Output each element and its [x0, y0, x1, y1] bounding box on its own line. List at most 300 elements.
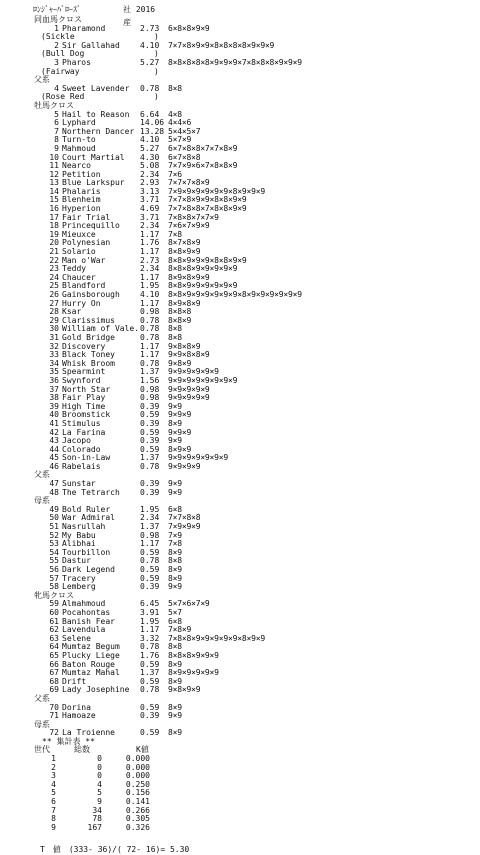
cross-pattern: 7×7×7×8×9 [168, 178, 210, 188]
k-value: 1.17 [140, 539, 160, 549]
ancestor-name: Pocahontas [62, 607, 111, 617]
cross-pattern: 4×4×6 [168, 118, 192, 128]
cross-pattern: 9×9×9 [168, 427, 192, 437]
cross-pattern: 8×8×9×9×9×8×8×9×9 [168, 255, 247, 265]
section [34, 592, 302, 695]
cross-number: 59 [49, 599, 59, 609]
ancestor-name: Turn-to [62, 135, 96, 145]
ancestor-name: Clarissimus [62, 315, 115, 325]
k-value: 1.17 [140, 625, 160, 635]
ancestor-name: Discovery [62, 341, 106, 351]
k-value: 0.39 [140, 711, 160, 721]
ancestor-name: William of Vale. [62, 324, 140, 334]
cross-number: 49 [49, 504, 59, 514]
section [34, 102, 302, 472]
cross-pattern: 8×9×8×9 [168, 298, 201, 308]
k-value: 0.78 [140, 83, 160, 93]
stats-count: 9 [97, 797, 102, 807]
k-value: 0.59 [140, 659, 160, 669]
cross-pattern: 9×9 [168, 401, 182, 411]
ancestor-name: Dastur [62, 556, 91, 566]
cross-number: 68 [49, 676, 59, 686]
section [34, 16, 302, 76]
cross-pattern: 6×7×8×8×7×7×8×9 [168, 143, 238, 153]
cross-number: 8 [54, 135, 59, 145]
col-k: K値 [136, 745, 149, 755]
ancestor-name: Pharos [62, 57, 91, 67]
ancestor-name: Blue Larkspur [62, 178, 125, 188]
ancestor-name: La Troienne [62, 728, 115, 738]
ancestor-name: Mumtaz Mahal [62, 668, 120, 678]
cross-number: 10 [49, 152, 59, 162]
cross-number: 2 [54, 40, 59, 50]
k-value: 5.08 [140, 161, 160, 171]
ancestor-name: Selene [62, 633, 91, 643]
cross-pattern: 8×9×8×9×9 [168, 272, 210, 282]
ancestor-name: Alibhai [62, 539, 96, 549]
ancestor-name: Tracery [62, 573, 96, 583]
k-value: 0.59 [140, 565, 160, 574]
cross-number: 11 [49, 161, 59, 171]
owner-year: 社 2016 産 [123, 5, 156, 27]
cross-pattern: 7×7×8×8 [168, 513, 201, 523]
stats-row [34, 807, 302, 816]
cross-number: 43 [49, 436, 59, 446]
cross-pattern: 8×9 [168, 702, 182, 712]
cross-number: 16 [49, 204, 59, 214]
cross-number: 40 [49, 410, 59, 420]
cross-pattern: 8×9 [168, 728, 182, 738]
ancestor-name: Mumtaz Begum [62, 642, 120, 652]
cross-pattern: 9×9×9 [168, 410, 192, 420]
ancestor-name: Lemberg [62, 582, 96, 592]
ancestor-name: Colorado [62, 444, 101, 454]
cross-pattern: 9×9×9×9×9×9 [168, 367, 219, 377]
cross-row [34, 583, 302, 592]
cross-pattern: 8×8 [168, 556, 182, 566]
ancestor-name: Man o'War [62, 255, 106, 265]
k-value: 0.39 [140, 418, 160, 428]
t-value-summary: T 値 (333- 36)/( 72- 16)= 5.30 [40, 845, 190, 855]
cross-number: 66 [49, 659, 59, 669]
cross-number: 24 [49, 272, 59, 282]
col-generation: 世代 [34, 745, 50, 755]
k-value: 0.78 [140, 685, 160, 695]
section-heading: 父系 [34, 693, 50, 703]
cross-pattern: 8×9×9×9×9×9 [168, 668, 219, 678]
ancestor-name: Polynesian [62, 238, 111, 248]
cross-number: 26 [49, 290, 59, 299]
ancestor-name: High Time [62, 401, 106, 411]
ancestor-name: Drift [62, 676, 87, 686]
cross-row [34, 686, 302, 695]
stats-generation: 9 [51, 822, 56, 832]
k-value: 0.98 [140, 393, 160, 403]
cross-number: 7 [54, 126, 59, 136]
cross-number: 35 [49, 367, 59, 377]
cross-number: 41 [49, 418, 59, 428]
cross-pattern: 8×9 [168, 418, 182, 428]
k-value: 0.98 [140, 530, 160, 540]
ancestor-name: La Farina [62, 427, 106, 437]
cross-number: 47 [49, 479, 59, 489]
cross-number: 9 [54, 143, 59, 153]
cross-pattern: 7×6 [168, 169, 182, 179]
stats-table [34, 738, 302, 833]
ancestor-name: Pharamond [62, 23, 106, 33]
section [34, 497, 302, 592]
cross-pattern: 8×9 [168, 573, 182, 583]
stats-row [34, 798, 302, 807]
cross-number: 38 [49, 393, 59, 403]
stats-count: 0 [97, 762, 102, 772]
ancestor-name: Hyperion [62, 204, 101, 214]
cross-pattern: 9×9 [168, 479, 182, 489]
cross-pattern: 9×9×9×9 [168, 461, 201, 471]
cross-number: 6 [54, 118, 59, 128]
cross-pattern: 9×9 [168, 487, 182, 497]
cross-pattern: 9×9×9×9×9 [168, 393, 210, 403]
k-value: 1.17 [140, 229, 160, 239]
cross-pattern: 9×8×8×9 [168, 341, 201, 351]
k-value: 0.78 [140, 556, 160, 566]
k-value: 2.34 [140, 513, 160, 523]
stats-generation: 3 [51, 771, 56, 781]
ancestor-name: Gold Bridge [62, 332, 115, 342]
ancestor-name: Dorina [62, 702, 91, 712]
cross-number: 20 [49, 238, 59, 248]
cross-number: 36 [49, 375, 59, 385]
cross-number: 70 [49, 702, 59, 712]
ancestor-name: Plucky Liege [62, 650, 120, 660]
cross-number: 37 [49, 384, 59, 394]
stats-row [34, 764, 302, 773]
cross-sections [34, 16, 302, 738]
ancestor-name: Ksar [62, 307, 82, 317]
ancestor-name: Northern Dancer [62, 126, 135, 136]
sire-line-close: ) [154, 32, 159, 42]
cross-pattern: 8×8 [168, 332, 182, 342]
cross-pattern: 6×8×8×9×9 [168, 23, 210, 33]
cross-pattern: 8×8×8×9×9×9 [168, 650, 219, 660]
cross-pattern: 7×7×9×6×7×8×8×9 [168, 161, 238, 171]
k-value: 3.32 [140, 633, 160, 643]
cross-number: 30 [49, 324, 59, 334]
stats-rows [34, 755, 302, 832]
stats-row [34, 815, 302, 824]
k-value: 5.27 [140, 143, 160, 153]
stats-row [34, 781, 302, 790]
ancestor-name: Hurry On [62, 298, 101, 308]
ancestor-name: Lyphard [62, 118, 96, 128]
cross-pattern: 7×9 [168, 530, 182, 540]
ancestor-name: Bold Ruler [62, 504, 111, 514]
cross-number: 14 [49, 186, 59, 196]
ancestor-name: Lady Josephine [62, 685, 130, 695]
cross-number: 57 [49, 573, 59, 583]
cross-number: 65 [49, 650, 59, 660]
cross-number: 42 [49, 427, 59, 437]
k-value: 1.95 [140, 281, 160, 291]
ancestor-name: Court Martial [62, 152, 125, 162]
cross-pattern: 6×8 [168, 504, 182, 514]
cross-number: 25 [49, 281, 59, 291]
cross-pattern: 5×4×5×7 [168, 126, 201, 136]
cross-pattern: 7×7×8×9×9×8×8×9×9 [168, 195, 247, 205]
cross-row [34, 463, 302, 472]
stats-count: 0 [97, 754, 102, 764]
stats-heading: ** 集計表 ** [42, 736, 95, 746]
cross-number: 17 [49, 212, 59, 222]
k-value: 1.76 [140, 238, 160, 248]
cross-pattern: 9×9 [168, 711, 182, 721]
k-value: 1.37 [140, 522, 160, 532]
cross-pattern: 5×7×9 [168, 135, 192, 145]
k-value: 6.64 [140, 109, 160, 119]
section-heading: 同血馬クロス [34, 15, 82, 24]
k-value: 1.17 [140, 247, 160, 257]
cross-number: 55 [49, 556, 59, 566]
stats-row [34, 824, 302, 833]
section-heading: 牝馬クロス [34, 590, 74, 600]
k-value: 0.59 [140, 444, 160, 454]
stats-k-sum: 0.266 [125, 805, 150, 815]
cross-number: 32 [49, 341, 59, 351]
cross-pattern: 7×8×8×9×9×9×9×9×8×9×9 [168, 633, 265, 643]
stats-k-sum: 0.250 [125, 779, 150, 789]
ancestor-name: The Tetrarch [62, 487, 120, 497]
k-value: 4.30 [140, 152, 160, 162]
k-value: 0.78 [140, 642, 160, 652]
section-heading: 父系 [34, 75, 50, 85]
stats-row [34, 789, 302, 798]
ancestor-name: Baton Rouge [62, 659, 115, 669]
k-value: 0.59 [140, 427, 160, 437]
cross-pattern: 8×8×9 [168, 315, 192, 325]
cross-number: 21 [49, 247, 59, 257]
ancestor-name: Hail to Reason [62, 109, 130, 119]
k-value: 0.59 [140, 702, 160, 712]
ancestor-name: Sunstar [62, 479, 96, 489]
col-count: 総数 [74, 745, 90, 755]
cross-pattern: 7×8×8×7×7×9 [168, 212, 219, 222]
cross-pattern: 7×8 [168, 539, 182, 549]
stats-generation: 1 [51, 754, 56, 764]
cross-pattern: 7×9×9×9 [168, 522, 201, 532]
stats-count: 5 [97, 788, 102, 798]
k-value: 4.10 [140, 290, 160, 299]
cross-number: 3 [54, 57, 59, 67]
cross-number: 44 [49, 444, 59, 454]
cross-pattern: 5×7×6×7×9 [168, 599, 210, 609]
ancestor-name: Fair Trial [62, 212, 111, 222]
k-value: 1.56 [140, 375, 160, 385]
ancestor-name: Hamoaze [62, 711, 96, 721]
k-value: 6.45 [140, 599, 160, 609]
cross-pattern: 8×8 [168, 324, 182, 334]
stats-k-sum: 0.141 [125, 797, 150, 807]
stats-row [34, 755, 302, 764]
ancestor-name: Son-in-Law [62, 453, 111, 463]
ancestor-name: Mieuxce [62, 229, 96, 239]
cross-number: 33 [49, 350, 59, 360]
stats-generation: 4 [51, 779, 56, 789]
k-value: 0.78 [140, 332, 160, 342]
horse-name: ﾛﾝｼﾞｬｰﾊﾞﾛｰｽﾞ [33, 5, 81, 14]
ancestor-name: Tourbillon [62, 547, 111, 557]
stats-count: 167 [87, 822, 102, 832]
cross-number: 71 [49, 711, 59, 721]
stats-count: 78 [92, 814, 102, 824]
k-value: 0.59 [140, 676, 160, 686]
stats-count: 0 [97, 771, 102, 781]
cross-pattern: 9×9×9×9×9 [168, 384, 210, 394]
ancestor-name: Sweet Lavender [62, 83, 130, 93]
stats-count: 34 [92, 805, 102, 815]
k-value: 2.34 [140, 169, 160, 179]
section-heading: 父系 [34, 470, 50, 480]
cross-number: 69 [49, 685, 59, 695]
sire-line-name: (Fairway [41, 66, 80, 76]
k-value: 0.98 [140, 384, 160, 394]
cross-number: 22 [49, 255, 59, 265]
cross-number: 5 [54, 109, 59, 119]
stats-k-sum: 0.000 [125, 762, 150, 772]
cross-pattern: 8×8 [168, 83, 182, 93]
ancestor-name: Stimulus [62, 418, 101, 428]
section-heading: 母系 [34, 719, 50, 729]
cross-pattern: 8×9 [168, 565, 182, 574]
k-value: 1.17 [140, 350, 160, 360]
cross-row [34, 489, 302, 498]
cross-number: 23 [49, 264, 59, 274]
cross-pattern: 9×8×9 [168, 358, 192, 368]
k-value: 4.10 [140, 135, 160, 145]
cross-number: 61 [49, 616, 59, 626]
k-value: 2.93 [140, 178, 160, 188]
cross-pattern: 9×9×8×8×9 [168, 350, 210, 360]
sire-line-name: (Sickle [41, 32, 75, 42]
cross-pattern: 4×8 [168, 109, 182, 119]
cross-pattern: 7×8×9 [168, 625, 192, 635]
stats-generation: 6 [51, 797, 56, 807]
k-value: 0.39 [140, 436, 160, 446]
k-value: 2.73 [140, 255, 160, 265]
k-value: 0.78 [140, 324, 160, 334]
cross-row [34, 712, 302, 721]
cross-number: 67 [49, 668, 59, 678]
cross-pattern: 7×7×8×9×9×8×8×8×8×9×9×9 [168, 40, 275, 50]
ancestor-name: Spearmint [62, 367, 106, 377]
ancestor-name: Broomstick [62, 410, 111, 420]
sire-line-row [34, 68, 302, 77]
cross-number: 18 [49, 221, 59, 231]
cross-pattern: 9×8×9×9 [168, 685, 201, 695]
cross-number: 13 [49, 178, 59, 188]
cross-number: 54 [49, 547, 59, 557]
k-value: 0.39 [140, 479, 160, 489]
section-heading: 牡馬クロス [34, 100, 74, 110]
k-value: 1.37 [140, 453, 160, 463]
cross-number: 60 [49, 607, 59, 617]
k-value: 0.59 [140, 410, 160, 420]
ancestor-name: Princequillo [62, 221, 120, 231]
cross-pattern: 7×8 [168, 229, 182, 239]
ancestor-name: Swynford [62, 375, 101, 385]
ancestor-name: Rabelais [62, 461, 101, 471]
k-value: 5.27 [140, 57, 160, 67]
section-heading: 母系 [34, 496, 50, 506]
ancestor-name: Jacopo [62, 436, 91, 446]
k-value: 1.37 [140, 367, 160, 377]
cross-number: 29 [49, 315, 59, 325]
section [34, 76, 302, 102]
ancestor-name: Blenheim [62, 195, 101, 205]
k-value: 4.69 [140, 204, 160, 214]
ancestor-name: My Babu [62, 530, 96, 540]
section [34, 721, 302, 738]
ancestor-name: Chaucer [62, 272, 96, 282]
sire-line-close: ) [154, 92, 159, 102]
ancestor-name: Teddy [62, 264, 87, 274]
ancestor-name: Sir Gallahad [62, 40, 120, 50]
cross-pattern: 6×7×8×8 [168, 152, 201, 162]
cross-pattern: 8×8×8×8×8×9×9×9×7×8×8×8×9×9×9 [168, 57, 302, 67]
ancestor-name: Black Toney [62, 350, 115, 360]
stats-generation: 2 [51, 762, 56, 772]
ancestor-name: Nasrullah [62, 522, 106, 532]
k-value: 0.98 [140, 307, 160, 317]
k-value: 1.95 [140, 616, 160, 626]
stats-generation: 8 [51, 814, 56, 824]
k-value: 2.34 [140, 264, 160, 274]
cross-pattern: 8×7×8×9 [168, 238, 201, 248]
ancestor-name: Almahmoud [62, 599, 106, 609]
k-value: 3.71 [140, 212, 160, 222]
cross-number: 63 [49, 633, 59, 643]
stats-k-sum: 0.000 [125, 754, 150, 764]
ancestor-name: Solario [62, 247, 96, 257]
cross-number: 51 [49, 522, 59, 532]
k-value: 0.78 [140, 358, 160, 368]
cross-number: 39 [49, 401, 59, 411]
cross-number: 62 [49, 625, 59, 635]
k-value: 1.17 [140, 272, 160, 282]
cross-pattern: 7×9×9×9×9×9×9×8×9×9×9 [168, 186, 265, 196]
cross-pattern: 8×8×9×9×9×9×9×9×8×9×9×9×9×9×9 [168, 290, 302, 299]
cross-number: 52 [49, 530, 59, 540]
sire-line-name: (Rose Red [41, 92, 85, 102]
ancestor-name: Lavendula [62, 625, 106, 635]
cross-pattern: 9×9 [168, 582, 182, 592]
stats-k-sum: 0.000 [125, 771, 150, 781]
cross-number: 50 [49, 513, 59, 523]
cross-pattern: 9×9×9×9×9×9×9×9 [168, 375, 238, 385]
ancestor-name: War Admiral [62, 513, 115, 523]
cross-pattern: 7×7×8×8×7×8×8×9×9 [168, 204, 247, 214]
ancestor-name: Whisk Broom [62, 358, 115, 368]
stats-column-headers [34, 746, 302, 755]
stats-k-sum: 0.326 [125, 822, 150, 832]
ancestor-name: Blandford [62, 281, 106, 291]
stats-row [34, 772, 302, 781]
stats-k-sum: 0.305 [125, 814, 150, 824]
k-value: 0.59 [140, 547, 160, 557]
cross-number: 45 [49, 453, 59, 463]
cross-pattern: 9×9×9×9×9×9×9 [168, 453, 229, 463]
cross-number: 27 [49, 298, 59, 308]
ancestor-name: Banish Fear [62, 616, 115, 626]
